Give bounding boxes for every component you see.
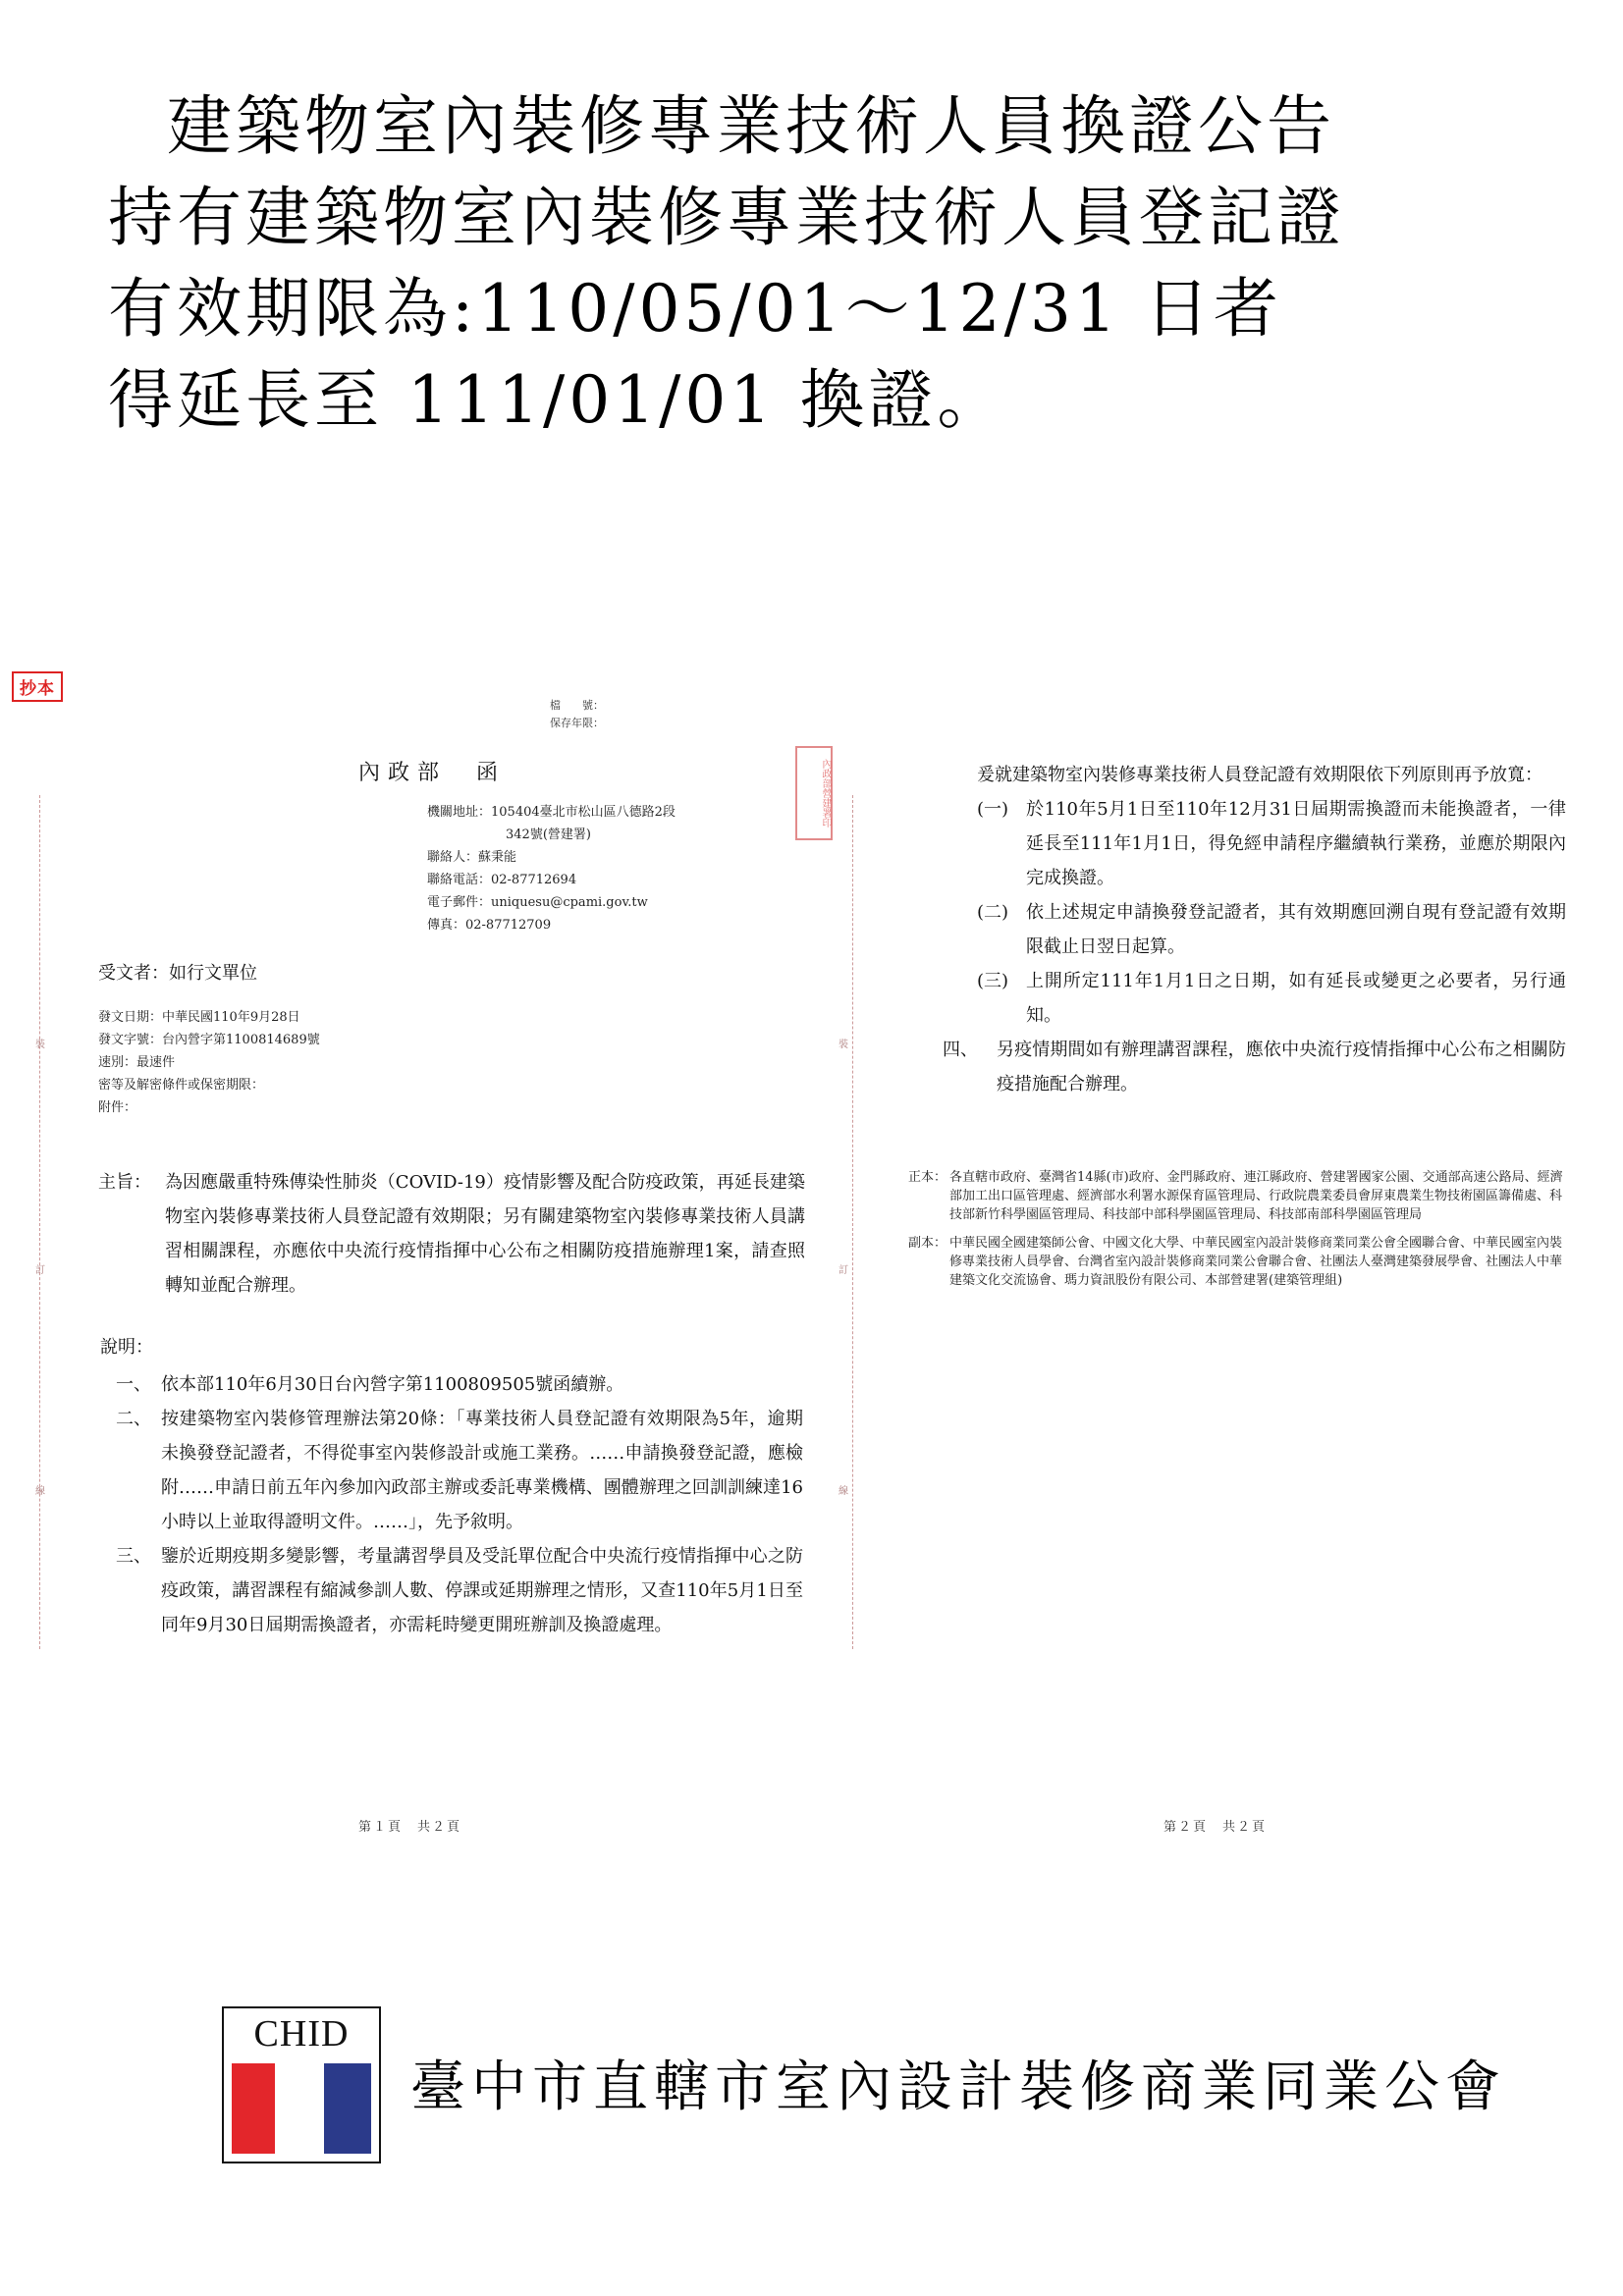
main-label: 正本： <box>908 1170 947 1185</box>
chid-logo <box>222 2006 381 2163</box>
contact-address-2: 342號(營建署) <box>506 828 591 842</box>
binding-mark: 線 <box>35 1486 45 1497</box>
list-item <box>116 1402 803 1539</box>
explanation-list <box>116 1367 803 1642</box>
contact-email: 電子郵件：uniquesu@cpami.gov.tw <box>427 895 648 910</box>
item-number: 三、 <box>116 1546 151 1567</box>
page-number: 第２頁 共２頁 <box>1163 1820 1268 1835</box>
page2-body <box>943 758 1566 1101</box>
recipient: 受文者：如行文單位 <box>98 963 257 984</box>
item-number: (一) <box>977 799 1009 820</box>
contact-fax: 傳真：02-87712709 <box>427 918 552 933</box>
list-item <box>977 895 1566 964</box>
logo-text: CHID <box>253 2013 350 2055</box>
page-number: 第１頁 共２頁 <box>358 1820 462 1835</box>
subject-label: 主旨： <box>98 1172 151 1193</box>
item-text: 按建築物室內裝修管理辦法第20條：「專業技術人員登記證有效期限為5年，逾期未換發登記證者，不得從事室內裝修設計或施工業務。……申請換發登記證，應檢附……申請日前五年內參加內政部主辦或委託專業機構、團體辦理之回訓訓練達16小時以上並取得證明文件。……」，先予敘明。 <box>161 1409 803 1532</box>
binding-line-right <box>852 795 853 1649</box>
document-meta <box>98 1006 320 1119</box>
contact-address: 機關地址：105404臺北市松山區八德路2段 <box>427 805 676 820</box>
item-text: 鑒於近期疫期多變影響，考量講習學員及受託單位配合中央流行疫情指揮中心之防疫政策，講習課程有縮減參訓人數、停課或延期辦理之情形，又查110年5月1日至同年9月30日屆期需換證者，亦需耗時變更開班辦訓及換證處理。 <box>161 1546 803 1635</box>
binding-mark: 訂 <box>839 1265 848 1276</box>
list-item <box>977 964 1566 1033</box>
delivery-speed: 速別：最速件 <box>98 1055 176 1070</box>
retention-period: 保存年限： <box>550 717 604 729</box>
list-item <box>943 1033 1566 1101</box>
contact-person: 聯絡人：蘇秉能 <box>427 850 517 865</box>
explanation-label: 說明： <box>100 1337 153 1358</box>
subject-text: 為因應嚴重特殊傳染性肺炎（COVID-19）疫情影響及配合防疫政策，再延長建築物室內裝修專業技術人員登記證有效期限；另有關建築物室內裝修專業技術人員講習相關課程，亦應依中央流行疫情指揮中心公布之相關防疫措施辦理1案，請查照轉知並配合辦理。 <box>165 1172 805 1296</box>
issue-number: 發文字號：台內營字第1100814689號 <box>98 1033 320 1047</box>
item-text: 依本部110年6月30日台內營字第1100809505號函續辦。 <box>161 1374 624 1395</box>
item-number: (二) <box>977 902 1009 923</box>
distribution-copy <box>908 1234 1566 1290</box>
secrecy-level: 密等及解密條件或保密期限： <box>98 1078 265 1093</box>
binding-mark: 線 <box>839 1486 848 1497</box>
item-text: 於110年5月1日至110年12月31日屆期需換證而未能換證者，一律延長至111年1月1日，得免經申請程序繼續執行業務，並應於期限內完成換證。 <box>1026 799 1566 888</box>
distribution-block <box>908 1168 1566 1300</box>
official-seal: 內政部營建署印 <box>795 746 833 840</box>
letter-page-1 <box>35 687 854 1836</box>
item-number: 一、 <box>116 1374 151 1395</box>
subject-block <box>98 1165 805 1303</box>
item-number: 二、 <box>116 1409 151 1429</box>
letter-page-2 <box>839 687 1596 1836</box>
contact-block <box>427 801 676 936</box>
letter-title: 內政部 函 <box>358 761 507 785</box>
distribution-main <box>908 1168 1566 1224</box>
flag-blue-stripe <box>324 2063 371 2154</box>
item-number: (三) <box>977 971 1009 991</box>
item-text: 上開所定111年1月1日之日期，如有延長或變更之必要者，另行通知。 <box>1026 971 1566 1026</box>
binding-mark: 裝 <box>35 1040 45 1050</box>
item-text: 依上述規定申請換發登記證者，其有效期應回溯自現有登記證有效期限截止日翌日起算。 <box>1026 902 1566 957</box>
main-recipients: 各直轄市政府、臺灣省14縣(市)政府、金門縣政府、連江縣政府、營建署國家公園、交通部高速公路局、經濟部加工出口區管理處、經濟部水利署水源保育區管理局、行政院農業委員會屏東農業生物技術園區籌備處、科技部新竹科學園區管理局、科技部中部科學園區管理局、科技部南部科學園區管理局 <box>949 1170 1563 1222</box>
flag-white-stripe <box>275 2063 324 2154</box>
list-item <box>977 792 1566 895</box>
binding-line-left <box>39 795 40 1649</box>
intro-text: 爰就建築物室內裝修專業技術人員登記證有效期限依下列原則再予放寬： <box>977 765 1542 785</box>
copy-recipients: 中華民國全國建築師公會、中國文化大學、中華民國室內設計裝修商業同業公會全國聯合會、中華民國室內裝修專業技術人員學會、台灣省室內設計裝修商業同業公會聯合會、社團法人臺灣建築發展學會、社團法人中華建築文化交流協會、瑪力資訊股份有限公司、本部營建署(建築管理組) <box>949 1236 1563 1288</box>
list-item <box>116 1367 803 1402</box>
archive-info <box>550 697 604 732</box>
attachment: 附件： <box>98 1100 137 1115</box>
headline-line-3: 有效期限為:110/05/01～12/31 日者 <box>108 271 1282 347</box>
headline-line-4: 得延長至 111/01/01 換證。 <box>108 362 1006 438</box>
flag-red-stripe <box>232 2063 275 2154</box>
contact-phone: 聯絡電話：02-87712694 <box>427 873 577 887</box>
archive-number: 檔 號： <box>550 699 604 712</box>
list-item <box>116 1539 803 1642</box>
headline-line-2: 持有建築物室內裝修專業技術人員登記證 <box>108 180 1345 255</box>
copy-stamp: 抄本 <box>12 671 63 702</box>
association-name: 臺中市直轄市室內設計裝修商業同業公會 <box>410 2056 1506 2119</box>
copy-label: 副本： <box>908 1236 947 1251</box>
binding-mark: 訂 <box>35 1265 45 1276</box>
item-number: 四、 <box>943 1040 978 1060</box>
binding-mark: 裝 <box>839 1040 848 1050</box>
issue-date: 發文日期：中華民國110年9月28日 <box>98 1010 300 1025</box>
announcement-headline <box>108 80 1542 446</box>
headline-line-1: 建築物室內裝修專業技術人員換證公告 <box>167 88 1335 164</box>
item-text: 另疫情期間如有辦理講習課程，應依中央流行疫情指揮中心公布之相關防疫措施配合辦理。 <box>997 1040 1566 1095</box>
